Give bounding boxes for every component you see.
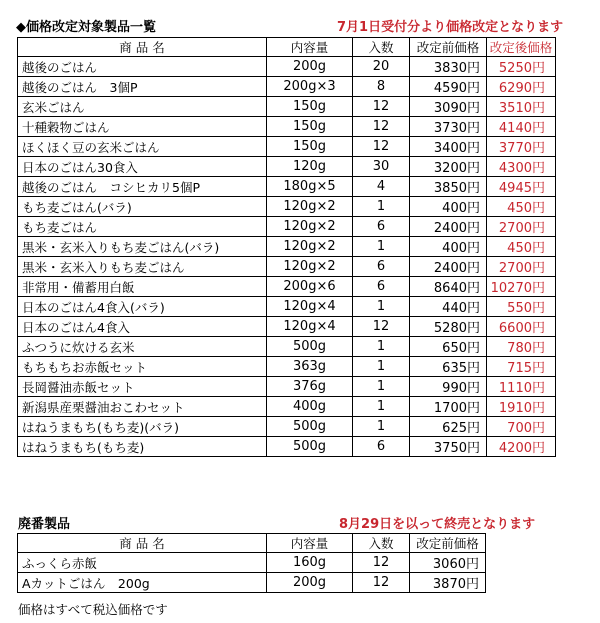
col-header-old-price: 改定前価格 bbox=[410, 534, 486, 553]
col-header-qty: 入数 bbox=[353, 38, 410, 57]
old-price-cell: 3400円 bbox=[410, 137, 487, 157]
table-row bbox=[18, 157, 556, 177]
size-cell: 500g bbox=[267, 417, 353, 437]
product-name-cell: 玄米ごはん bbox=[18, 97, 267, 117]
new-price-cell: 4200円 bbox=[487, 437, 556, 457]
table-row bbox=[18, 137, 556, 157]
old-price-cell: 650円 bbox=[410, 337, 487, 357]
size-cell: 150g bbox=[267, 117, 353, 137]
old-price-cell: 3090円 bbox=[410, 97, 487, 117]
product-name-cell: 日本のごはん4食入(バラ) bbox=[18, 297, 267, 317]
product-name-cell: 越後のごはん 3個P bbox=[18, 77, 267, 97]
old-price-cell: 3060円 bbox=[410, 553, 486, 573]
qty-cell: 12 bbox=[353, 97, 410, 117]
table-row bbox=[18, 437, 556, 457]
new-price-cell: 780円 bbox=[487, 337, 556, 357]
old-price-cell: 400円 bbox=[410, 237, 487, 257]
qty-cell: 12 bbox=[353, 317, 410, 337]
table-header-row bbox=[18, 38, 556, 57]
new-price-cell: 3770円 bbox=[487, 137, 556, 157]
new-price-cell: 4300円 bbox=[487, 157, 556, 177]
product-name-cell: もち麦ごはん(バラ) bbox=[18, 197, 267, 217]
qty-cell: 6 bbox=[353, 437, 410, 457]
product-name-cell: ふっくら赤飯 bbox=[18, 553, 267, 573]
table-row bbox=[18, 57, 556, 77]
size-cell: 120g×2 bbox=[267, 257, 353, 277]
new-price-cell: 4140円 bbox=[487, 117, 556, 137]
old-price-cell: 3750円 bbox=[410, 437, 487, 457]
table-row bbox=[18, 357, 556, 377]
table-row bbox=[18, 77, 556, 97]
product-name-cell: 黒米・玄米入りもち麦ごはん(バラ) bbox=[18, 237, 267, 257]
size-cell: 200g×6 bbox=[267, 277, 353, 297]
price-revision-table bbox=[17, 37, 556, 457]
old-price-cell: 3730円 bbox=[410, 117, 487, 137]
table-row bbox=[18, 117, 556, 137]
old-price-cell: 8640円 bbox=[410, 277, 487, 297]
table-row bbox=[18, 417, 556, 437]
qty-cell: 6 bbox=[353, 257, 410, 277]
product-name-cell: 長岡醤油赤飯セット bbox=[18, 377, 267, 397]
product-name-cell: はねうまもち(もち麦)(バラ) bbox=[18, 417, 267, 437]
qty-cell: 20 bbox=[353, 57, 410, 77]
size-cell: 500g bbox=[267, 337, 353, 357]
col-header-name: 商 品 名 bbox=[18, 534, 267, 553]
size-cell: 120g×2 bbox=[267, 217, 353, 237]
new-price-cell: 6600円 bbox=[487, 317, 556, 337]
qty-cell: 12 bbox=[353, 553, 410, 573]
old-price-cell: 3830円 bbox=[410, 57, 487, 77]
section1-notice: 7月1日受付分より価格改定となります bbox=[337, 20, 564, 35]
new-price-cell: 6290円 bbox=[487, 77, 556, 97]
new-price-cell: 1910円 bbox=[487, 397, 556, 417]
table-row bbox=[18, 97, 556, 117]
qty-cell: 6 bbox=[353, 277, 410, 297]
product-name-cell: 十種穀物ごはん bbox=[18, 117, 267, 137]
size-cell: 500g bbox=[267, 437, 353, 457]
size-cell: 200g×3 bbox=[267, 77, 353, 97]
size-cell: 200g bbox=[267, 573, 353, 593]
product-name-cell: 新潟県産栗醤油おこわセット bbox=[18, 397, 267, 417]
table-row bbox=[18, 177, 556, 197]
qty-cell: 12 bbox=[353, 137, 410, 157]
col-header-name: 商 品 名 bbox=[18, 38, 267, 57]
product-name-cell: もち麦ごはん bbox=[18, 217, 267, 237]
qty-cell: 12 bbox=[353, 117, 410, 137]
size-cell: 120g×2 bbox=[267, 237, 353, 257]
new-price-cell: 5250円 bbox=[487, 57, 556, 77]
old-price-cell: 2400円 bbox=[410, 257, 487, 277]
size-cell: 180g×5 bbox=[267, 177, 353, 197]
size-cell: 120g×4 bbox=[267, 317, 353, 337]
product-name-cell: もちもちお赤飯セット bbox=[18, 357, 267, 377]
new-price-cell: 550円 bbox=[487, 297, 556, 317]
qty-cell: 6 bbox=[353, 217, 410, 237]
old-price-cell: 400円 bbox=[410, 197, 487, 217]
size-cell: 150g bbox=[267, 97, 353, 117]
new-price-cell: 450円 bbox=[487, 237, 556, 257]
new-price-cell: 700円 bbox=[487, 417, 556, 437]
table-row bbox=[18, 377, 556, 397]
col-header-size: 内容量 bbox=[267, 534, 353, 553]
size-cell: 363g bbox=[267, 357, 353, 377]
old-price-cell: 3850円 bbox=[410, 177, 487, 197]
new-price-cell: 3510円 bbox=[487, 97, 556, 117]
product-name-cell: 黒米・玄米入りもち麦ごはん bbox=[18, 257, 267, 277]
discontinued-table bbox=[17, 533, 486, 593]
section2-notice: 8月29日を以って終売となります bbox=[339, 517, 536, 532]
old-price-cell: 625円 bbox=[410, 417, 487, 437]
table-row bbox=[18, 573, 486, 593]
size-cell: 120g×4 bbox=[267, 297, 353, 317]
qty-cell: 1 bbox=[353, 297, 410, 317]
size-cell: 120g bbox=[267, 157, 353, 177]
product-name-cell: Aカットごはん 200g bbox=[18, 573, 267, 593]
size-cell: 376g bbox=[267, 377, 353, 397]
size-cell: 120g×2 bbox=[267, 197, 353, 217]
product-name-cell: 越後のごはん コシヒカリ5個P bbox=[18, 177, 267, 197]
old-price-cell: 990円 bbox=[410, 377, 487, 397]
new-price-cell: 1110円 bbox=[487, 377, 556, 397]
size-cell: 200g bbox=[267, 57, 353, 77]
qty-cell: 1 bbox=[353, 237, 410, 257]
old-price-cell: 3200円 bbox=[410, 157, 487, 177]
qty-cell: 1 bbox=[353, 377, 410, 397]
new-price-cell: 2700円 bbox=[487, 257, 556, 277]
col-header-size: 内容量 bbox=[267, 38, 353, 57]
old-price-cell: 2400円 bbox=[410, 217, 487, 237]
product-name-cell: 非常用・備蓄用白飯 bbox=[18, 277, 267, 297]
qty-cell: 12 bbox=[353, 573, 410, 593]
size-cell: 150g bbox=[267, 137, 353, 157]
old-price-cell: 4590円 bbox=[410, 77, 487, 97]
product-name-cell: ふつうに炊ける玄米 bbox=[18, 337, 267, 357]
table-row bbox=[18, 197, 556, 217]
col-header-new-price: 改定後価格 bbox=[487, 38, 556, 57]
table-row bbox=[18, 217, 556, 237]
table-row bbox=[18, 237, 556, 257]
size-cell: 160g bbox=[267, 553, 353, 573]
old-price-cell: 5280円 bbox=[410, 317, 487, 337]
old-price-cell: 1700円 bbox=[410, 397, 487, 417]
new-price-cell: 715円 bbox=[487, 357, 556, 377]
qty-cell: 1 bbox=[353, 357, 410, 377]
qty-cell: 30 bbox=[353, 157, 410, 177]
qty-cell: 1 bbox=[353, 397, 410, 417]
qty-cell: 1 bbox=[353, 337, 410, 357]
old-price-cell: 440円 bbox=[410, 297, 487, 317]
col-header-old-price: 改定前価格 bbox=[410, 38, 487, 57]
footnote: 価格はすべて税込価格です bbox=[18, 602, 168, 617]
qty-cell: 4 bbox=[353, 177, 410, 197]
table-row bbox=[18, 397, 556, 417]
table-row bbox=[18, 277, 556, 297]
qty-cell: 8 bbox=[353, 77, 410, 97]
table-row bbox=[18, 553, 486, 573]
size-cell: 400g bbox=[267, 397, 353, 417]
product-name-cell: 日本のごはん4食入 bbox=[18, 317, 267, 337]
product-name-cell: ほくほく豆の玄米ごはん bbox=[18, 137, 267, 157]
new-price-cell: 4945円 bbox=[487, 177, 556, 197]
product-name-cell: 越後のごはん bbox=[18, 57, 267, 77]
table-row bbox=[18, 257, 556, 277]
table-row bbox=[18, 337, 556, 357]
table-row bbox=[18, 297, 556, 317]
section1-title: ◆価格改定対象製品一覧 bbox=[16, 20, 156, 35]
old-price-cell: 3870円 bbox=[410, 573, 486, 593]
qty-cell: 1 bbox=[353, 417, 410, 437]
new-price-cell: 2700円 bbox=[487, 217, 556, 237]
col-header-qty: 入数 bbox=[353, 534, 410, 553]
old-price-cell: 635円 bbox=[410, 357, 487, 377]
table-row bbox=[18, 317, 556, 337]
qty-cell: 1 bbox=[353, 197, 410, 217]
product-name-cell: 日本のごはん30食入 bbox=[18, 157, 267, 177]
table-header-row bbox=[18, 534, 486, 553]
new-price-cell: 450円 bbox=[487, 197, 556, 217]
product-name-cell: はねうまもち(もち麦) bbox=[18, 437, 267, 457]
section2-title: 廃番製品 bbox=[18, 517, 71, 532]
new-price-cell: 10270円 bbox=[487, 277, 556, 297]
